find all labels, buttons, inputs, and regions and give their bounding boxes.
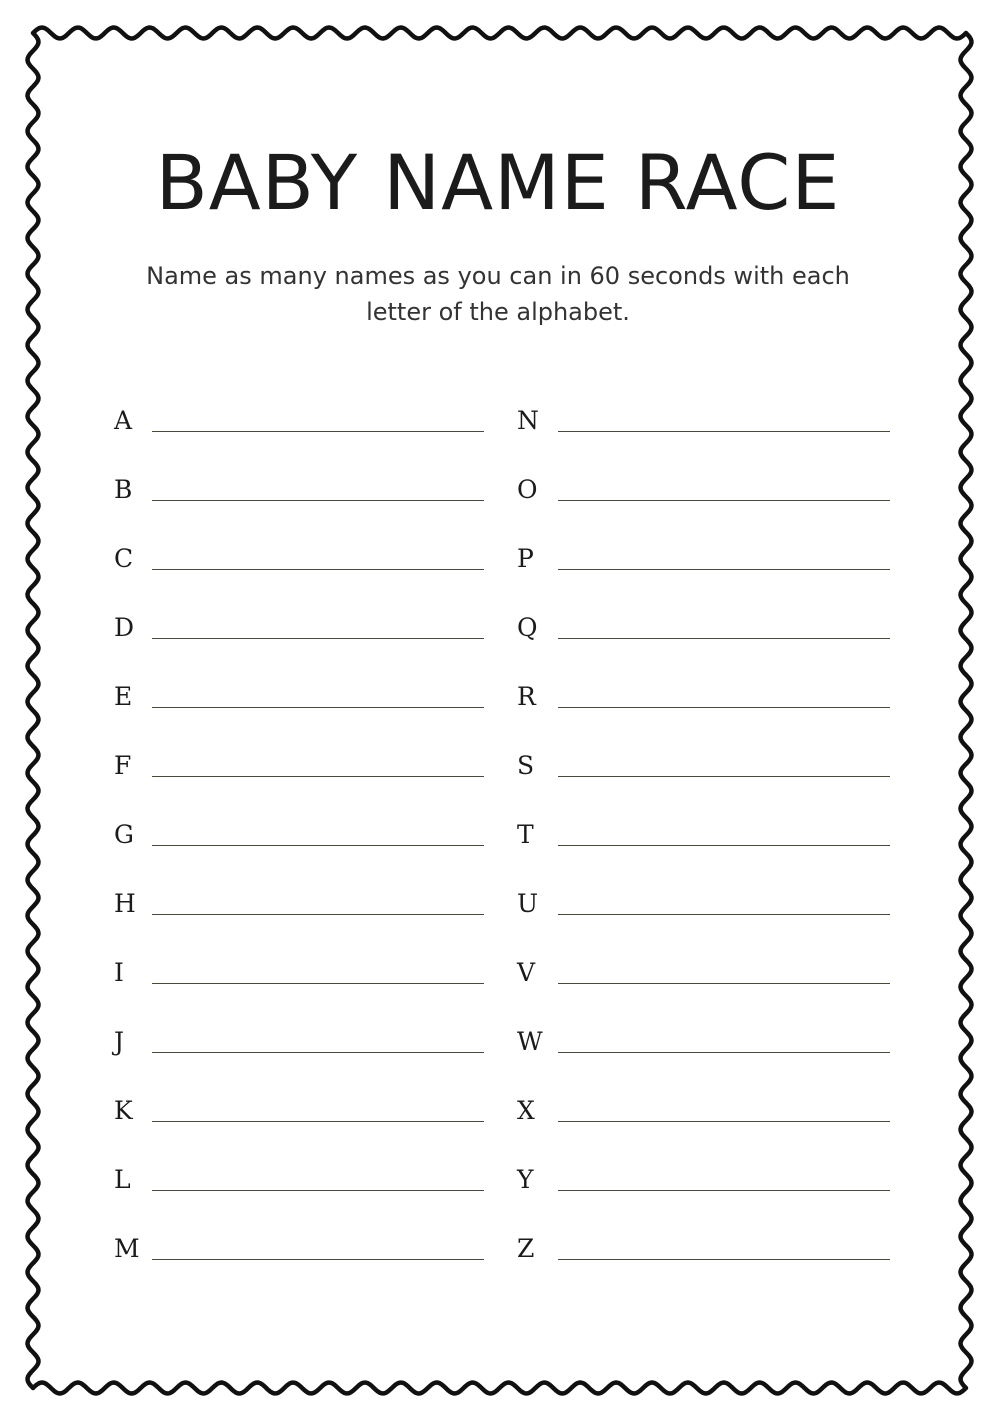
letter-label: Z [517,1234,535,1263]
answer-line[interactable] [558,1121,890,1122]
letter-label: K [114,1096,133,1125]
answer-line[interactable] [558,569,890,570]
answer-line[interactable] [152,845,484,846]
answer-line[interactable] [558,914,890,915]
letter-row [114,812,494,881]
answer-line[interactable] [152,1121,484,1122]
letter-label: U [517,889,539,918]
letter-row [517,1019,897,1088]
letter-label: P [517,544,534,573]
letter-row [114,743,494,812]
left-letter-column [114,398,494,1295]
letter-label: E [114,682,133,711]
answer-line[interactable] [152,776,484,777]
letter-row [517,398,897,467]
answer-line[interactable] [558,638,890,639]
letter-label: M [114,1234,140,1263]
letter-row [114,1088,494,1157]
letter-row [517,1088,897,1157]
instructions: Name as many names as you can in 60 seconds with each letter of the alphabet. [146,262,850,326]
answer-line[interactable] [558,707,890,708]
answer-line[interactable] [152,707,484,708]
letter-row [517,812,897,881]
letter-row [517,881,897,950]
answer-line[interactable] [152,569,484,570]
letter-row [114,674,494,743]
letter-label: X [517,1096,535,1125]
letter-row [114,881,494,950]
letter-label: J [114,1027,125,1056]
right-letter-column [517,398,897,1295]
letter-label: B [114,475,133,504]
answer-line[interactable] [152,983,484,984]
letter-label: N [517,406,539,435]
letter-label: Y [517,1165,534,1194]
letter-row [517,674,897,743]
letter-label: V [517,958,536,987]
letter-label: H [114,889,136,918]
letter-row [517,536,897,605]
page-title: BABY NAME RACE [155,138,841,227]
answer-line[interactable] [558,500,890,501]
letter-row [517,605,897,674]
letter-row [114,398,494,467]
letter-label: F [114,751,132,780]
letter-row [114,1019,494,1088]
answer-line[interactable] [152,1052,484,1053]
answer-line[interactable] [152,914,484,915]
answer-line[interactable] [558,776,890,777]
answer-line[interactable] [558,1190,890,1191]
letter-label: I [114,958,124,987]
letter-row [517,743,897,812]
letter-label: D [114,613,135,642]
letter-row [114,1226,494,1295]
letter-label: R [517,682,536,711]
letter-row [114,950,494,1019]
letter-label: Q [517,613,538,642]
answer-line[interactable] [152,1190,484,1191]
letter-label: S [517,751,535,780]
letter-row [517,950,897,1019]
letter-label: O [517,475,538,504]
answer-line[interactable] [558,431,890,432]
answer-line[interactable] [558,983,890,984]
answer-line[interactable] [152,638,484,639]
letter-row [517,1157,897,1226]
letter-label: L [114,1165,131,1194]
letter-row [517,1226,897,1295]
letter-label: W [517,1027,543,1056]
letter-row [114,1157,494,1226]
letter-label: C [114,544,134,573]
letter-row [114,536,494,605]
answer-line[interactable] [558,845,890,846]
letter-label: G [114,820,134,849]
answer-line[interactable] [558,1259,890,1260]
answer-line[interactable] [152,1259,484,1260]
letter-label: A [114,406,133,435]
answer-line[interactable] [558,1052,890,1053]
letter-row [114,605,494,674]
letter-row [114,467,494,536]
letter-label: T [517,820,534,849]
answer-line[interactable] [152,431,484,432]
answer-line[interactable] [152,500,484,501]
letter-row [517,467,897,536]
